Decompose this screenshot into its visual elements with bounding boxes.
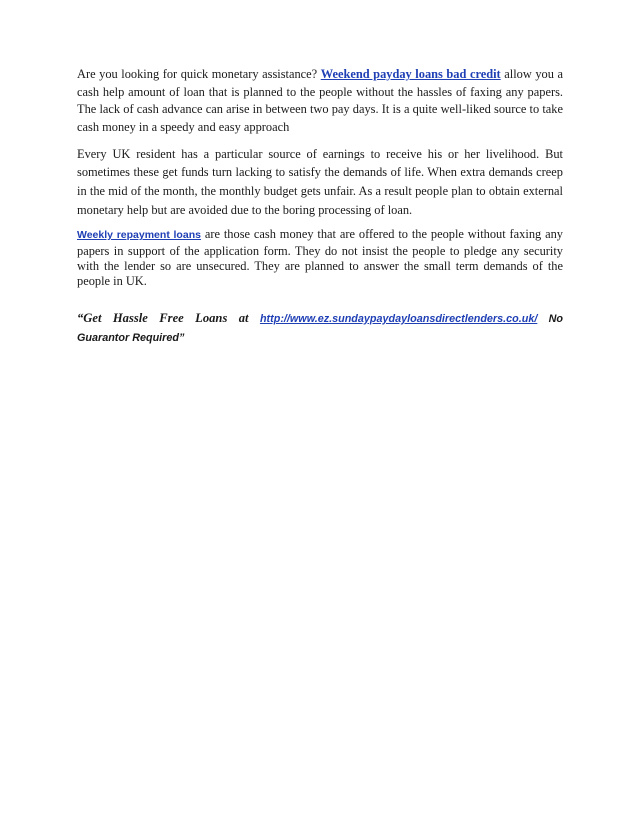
paragraph-intro xyxy=(77,66,563,137)
intro-text-end: allow you a cash help amount of loan that is planned to the people without the hassles of faxing any papers. The lack of cash advance can arise in between two pay days. It is a quite well-liked source to take cash money in a speedy and easy approach xyxy=(77,67,563,135)
intro-text-start: Are you looking for quick monetary assistance? xyxy=(77,67,321,81)
closing-quote xyxy=(77,309,563,347)
paragraph-uk-resident xyxy=(77,145,563,219)
lender-url-link[interactable]: http://www.ez.sundaypaydayloansdirectlenders.co.uk/ xyxy=(259,312,538,325)
uk-resident-text: Every UK resident has a particular source of earnings to receive his or her livelihood. But sometimes these get funds turn lacking to satisfy the demands of life. When extra demands creep in the mid of the month, the monthly budget gets unfair. As a result people plan to obtain external monetary help but are avoided due to the boring processing of loan. xyxy=(77,146,563,217)
document-body xyxy=(77,66,563,354)
weekly-repayment-text: are those cash money that are offered to the people without faxing any papers in support of the application form. They do not insist the people to pledge any security with the lender so are unsecured. They are planned to answer the small term demands of the people in UK. xyxy=(77,227,563,289)
weekend-payday-loans-link[interactable]: Weekend payday loans bad credit xyxy=(320,67,501,81)
paragraph-weekly-repayment xyxy=(77,227,563,290)
quote-text-end: No Guarantor Required” xyxy=(77,312,563,344)
weekly-repayment-loans-link[interactable]: Weekly repayment loans xyxy=(77,229,201,242)
quote-text-start: “Get Hassle Free Loans at xyxy=(77,310,260,325)
